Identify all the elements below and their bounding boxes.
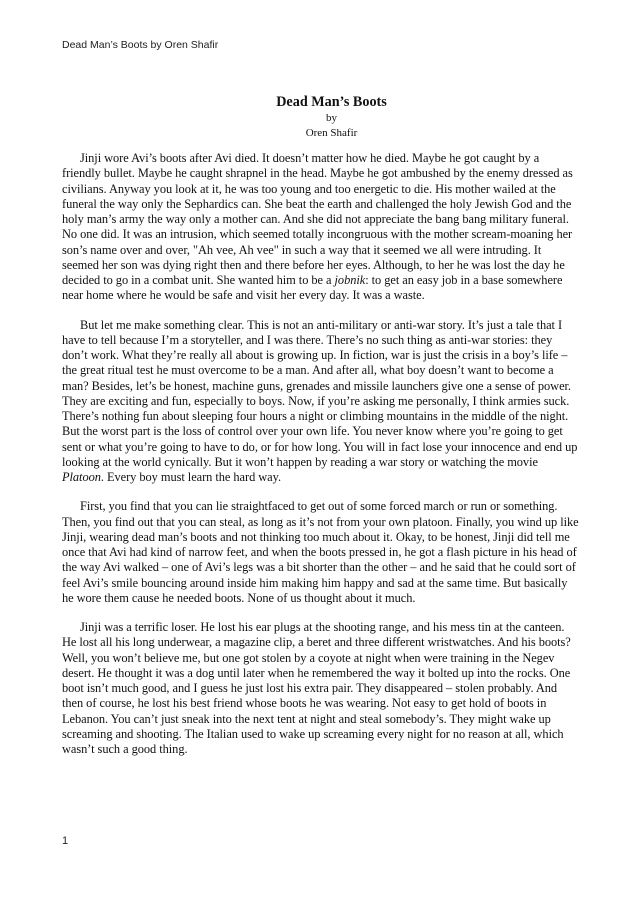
italic-title: Platoon — [62, 470, 101, 484]
paragraph — [62, 499, 580, 606]
text-run: . Every boy must learn the hard way. — [100, 470, 281, 484]
italic-term: jobnik — [334, 273, 366, 287]
title-block — [0, 93, 638, 141]
author-name: Oren Shafir — [305, 127, 358, 139]
text-run: But let me make something clear. This is not an anti-military or anti-war story. It’s just a tale that I have to tell because I’m a storyteller, and I was there. There’s no such thing as anti-war stories: they don’t work. What they’re really all about is growing up. In fiction, war is just the crisis in a boy’s life – the great ritual test he must overcome to be a man. And after all, what boy doesn’t want to become a man? Besides, let’s be honest, machine guns, grenades and missile launchers give one a sense of power. They are exciting and fun, especially to boys. Now, if you’re asking me personally, I think armies suck. There’s nothing fun about sleeping four hours a night or climbing mountains in the middle of the night. But the worst part is the loss of control over your own life. You never know where you’re going to get sent or what you’re going to have to do, or for how long. You will in fact lose your innocence and end up looking at the world cynically. But it won’t happen by reading a war story or watching the movie — [62, 317, 578, 469]
text-run: First, you find that you can lie straightfaced to get out of some forced march or run or something. Then, you find out that you can steal, as long as it’s not from your own platoon. Finally, you wind up like Jinji, wearing dead man’s boots and not thinking too much about it. Okay, to be honest, Jinji did tell me once that Avi had kind of narrow feet, and when the boots pressed in, he got a flash picture in his head of the way Avi walked – one of Avi’s legs was a bit shorter than the other – and he said that he could sort of feel Avi’s smile bouncing around inside him making him happy and sad at the same time. But basically he wore them cause he needed boots. None of us thought about it much. — [62, 499, 579, 605]
byline-by: by — [326, 112, 337, 124]
paragraph — [62, 620, 580, 757]
paragraph — [62, 151, 580, 304]
paragraph — [62, 318, 580, 486]
running-header: Dead Man’s Boots by Oren Shafir — [62, 39, 219, 51]
story-title: Dead Man’s Boots — [276, 94, 387, 110]
story-body — [62, 151, 580, 771]
text-run: Jinji wore Avi’s boots after Avi died. It doesn’t matter how he died. Maybe he got caught by a friendly bullet. Maybe he caught shrapnel in the head. Maybe he got ambushed by the enemy dressed as civilians. Anyway you look at it, he was too young and too energetic to die. His mother wailed at the funeral the way only the Sephardics can. She beat the earth and challenged the holy Jewish God and the holy man’s army the way only a mother can. And she did not appreciate the bang bang military funeral. No one did. It was an intrusion, which seemed totally incongruous with the mother scream-moaning her son’s name over and over, "Ah vee, Ah vee" in such a way that it seemed we all were intruding. It seemed her son was dying right then and there before her eyes. Although, to her he was lost the day he decided to go in a combat unit. She wanted him to be a — [62, 151, 573, 287]
text-run: Jinji was a terrific loser. He lost his ear plugs at the shooting range, and his mess tin at the canteen. He lost all his long underwear, a magazine clip, a beret and three different wristwatches. And his boots? Well, you won’t believe me, but one got stolen by a coyote at night when were training in the Negev desert. He thought it was a dog until later when he remembered the way it bolted up into the rocks. One boot isn’t much good, and I guess he just lost his extra pair. They disappeared – stolen probably. And then of course, he lost his best friend whose boots he was wearing. Not easy to get hold of boots in Lebanon. You can’t just sneak into the next tent at night and steal somebody’s. They might wake up screaming and shooting. The Italian used to wake up screaming every night for no reason at all, which wasn’t such a good thing. — [62, 620, 571, 756]
text-run: : to get an easy job in a base somewhere near home where he would be safe and visit her every day. It was a waste. — [62, 273, 563, 303]
page-number: 1 — [62, 835, 69, 847]
